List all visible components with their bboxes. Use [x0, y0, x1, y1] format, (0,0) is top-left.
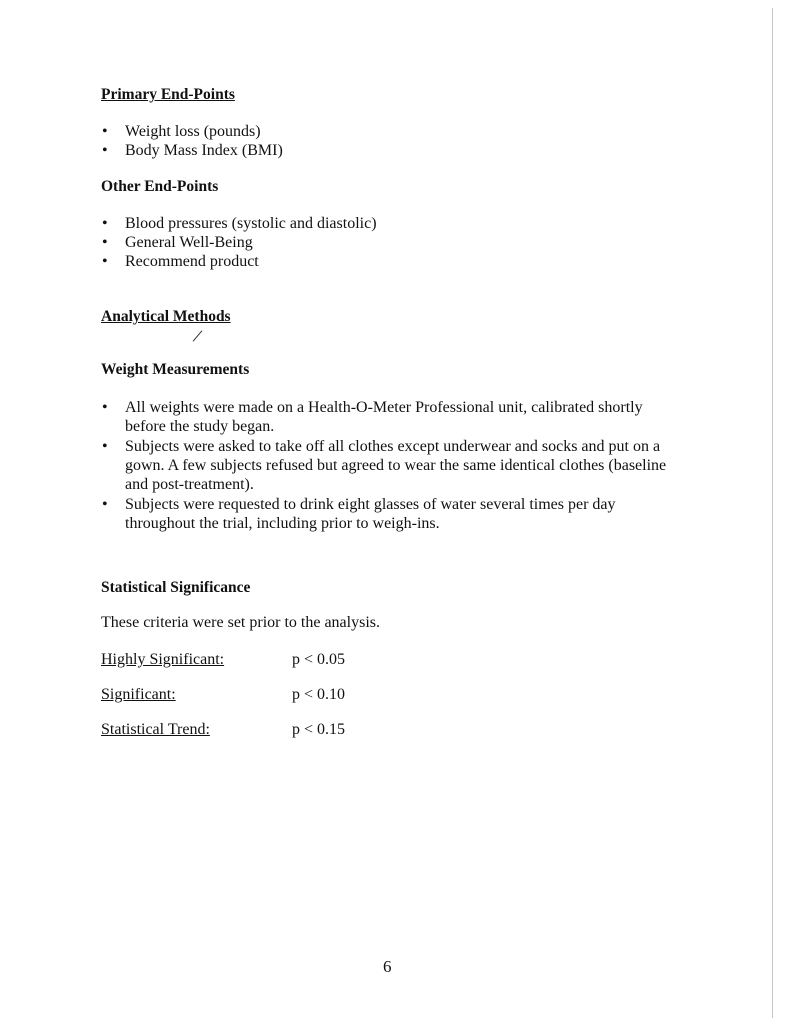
primary-endpoints-list	[101, 122, 283, 160]
weight-measurements-list	[101, 398, 685, 534]
list-item: • Body Mass Index (BMI)	[101, 141, 283, 160]
weight-measurements-heading: Weight Measurements	[101, 361, 250, 378]
criteria-intro: These criteria were set prior to the analysis.	[101, 614, 380, 631]
criterion-value: p < 0.05	[292, 651, 346, 668]
criterion-label: Statistical Trend:	[101, 721, 210, 738]
analytical-methods-heading: Analytical Methods	[101, 308, 231, 325]
list-item: • Weight loss (pounds)	[101, 122, 283, 141]
list-item: • Blood pressures (systolic and diastolic)	[101, 214, 377, 233]
criterion-label: Highly Significant:	[101, 651, 225, 668]
criterion-value: p < 0.15	[292, 721, 346, 738]
criterion-value: p < 0.10	[292, 686, 346, 703]
scan-edge-line	[772, 8, 773, 1018]
page-number: 6	[383, 957, 392, 976]
pen-mark	[193, 330, 203, 341]
other-endpoints-list	[101, 214, 377, 271]
list-item: • Recommend product	[101, 252, 377, 271]
statistical-significance-heading: Statistical Significance	[101, 579, 251, 596]
list-item: • All weights were made on a Health-O-Meter Professional unit, calibrated shortly before the study began.	[101, 398, 685, 436]
list-item: • Subjects were asked to take off all clothes except underwear and socks and put on a gown. A few subjects refused but agreed to wear the same identical clothes (baseline and post-treatment).	[101, 437, 685, 494]
list-item: • General Well-Being	[101, 233, 377, 252]
primary-endpoints-heading: Primary End-Points	[101, 86, 235, 103]
list-item: • Subjects were requested to drink eight glasses of water several times per day throughout the trial, including prior to weigh-ins.	[101, 495, 685, 533]
other-endpoints-heading: Other End-Points	[101, 178, 219, 195]
criterion-label: Significant:	[101, 686, 176, 703]
